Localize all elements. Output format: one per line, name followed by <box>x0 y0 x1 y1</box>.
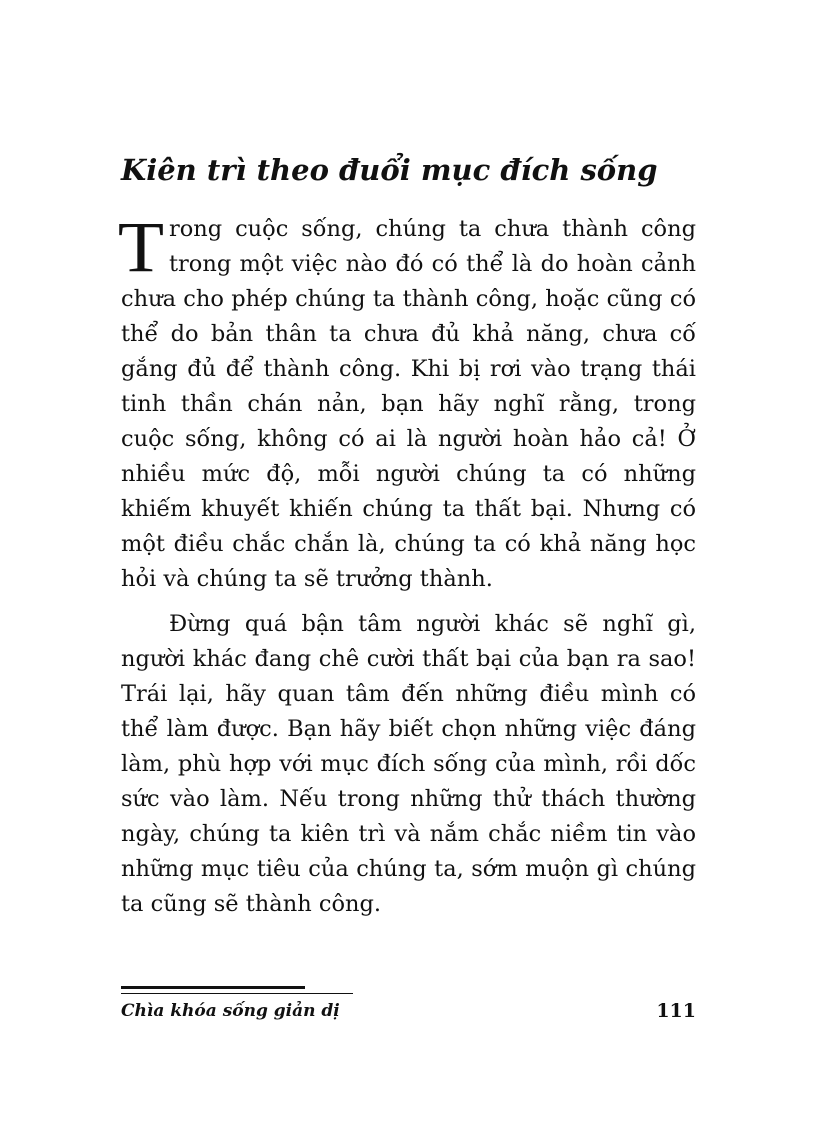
paragraph-1-text: rong cuộc sống, chúng ta chưa thành công trong một việc nào đó có thể là do hoàn cảnh chưa cho phép chúng ta thành công, hoặc cũng có thể do bản thân ta chưa đủ khả năng, chưa cố gắng đủ để thành công. Khi bị rơi vào trạng thái tinh thần chán nản, bạn hãy nghĩ rằng, trong cuộc sống, không có ai là người hoàn hảo cả! Ở nhiều mức độ, mỗi người chúng ta có những khiếm khuyết khiến chúng ta thất bại. Nhưng có một điều chắc chắn là, chúng ta có khả năng học hỏi và chúng ta sẽ trưởng thành. <box>121 216 696 592</box>
drop-cap-letter: T <box>117 207 165 287</box>
chapter-title: Kiên trì theo đuổi mục đích sống <box>121 153 658 187</box>
body-text <box>117 207 696 922</box>
footer-rule-thick <box>121 986 305 989</box>
paragraph-2: Đừng quá bận tâm người khác sẽ nghĩ gì, người khác đang chê cười thất bại của bạn ra sao! Trái lại, hãy quan tâm đến những điều mình có thể làm được. Bạn hãy biết chọn những việc đáng làm, phù hợp với mục đích sống của mình, rồi dốc sức vào làm. Nếu trong những thử thách thường ngày, chúng ta kiên trì và nắm chắc niềm tin vào những mục tiêu của chúng ta, sớm muộn gì chúng ta cũng sẽ thành công. <box>121 611 696 917</box>
footer-rule-thin <box>121 993 353 994</box>
page-number: 111 <box>656 1000 696 1022</box>
footer-book-title: Chìa khóa sống giản dị <box>121 1001 340 1021</box>
paragraph-1 <box>117 207 696 597</box>
